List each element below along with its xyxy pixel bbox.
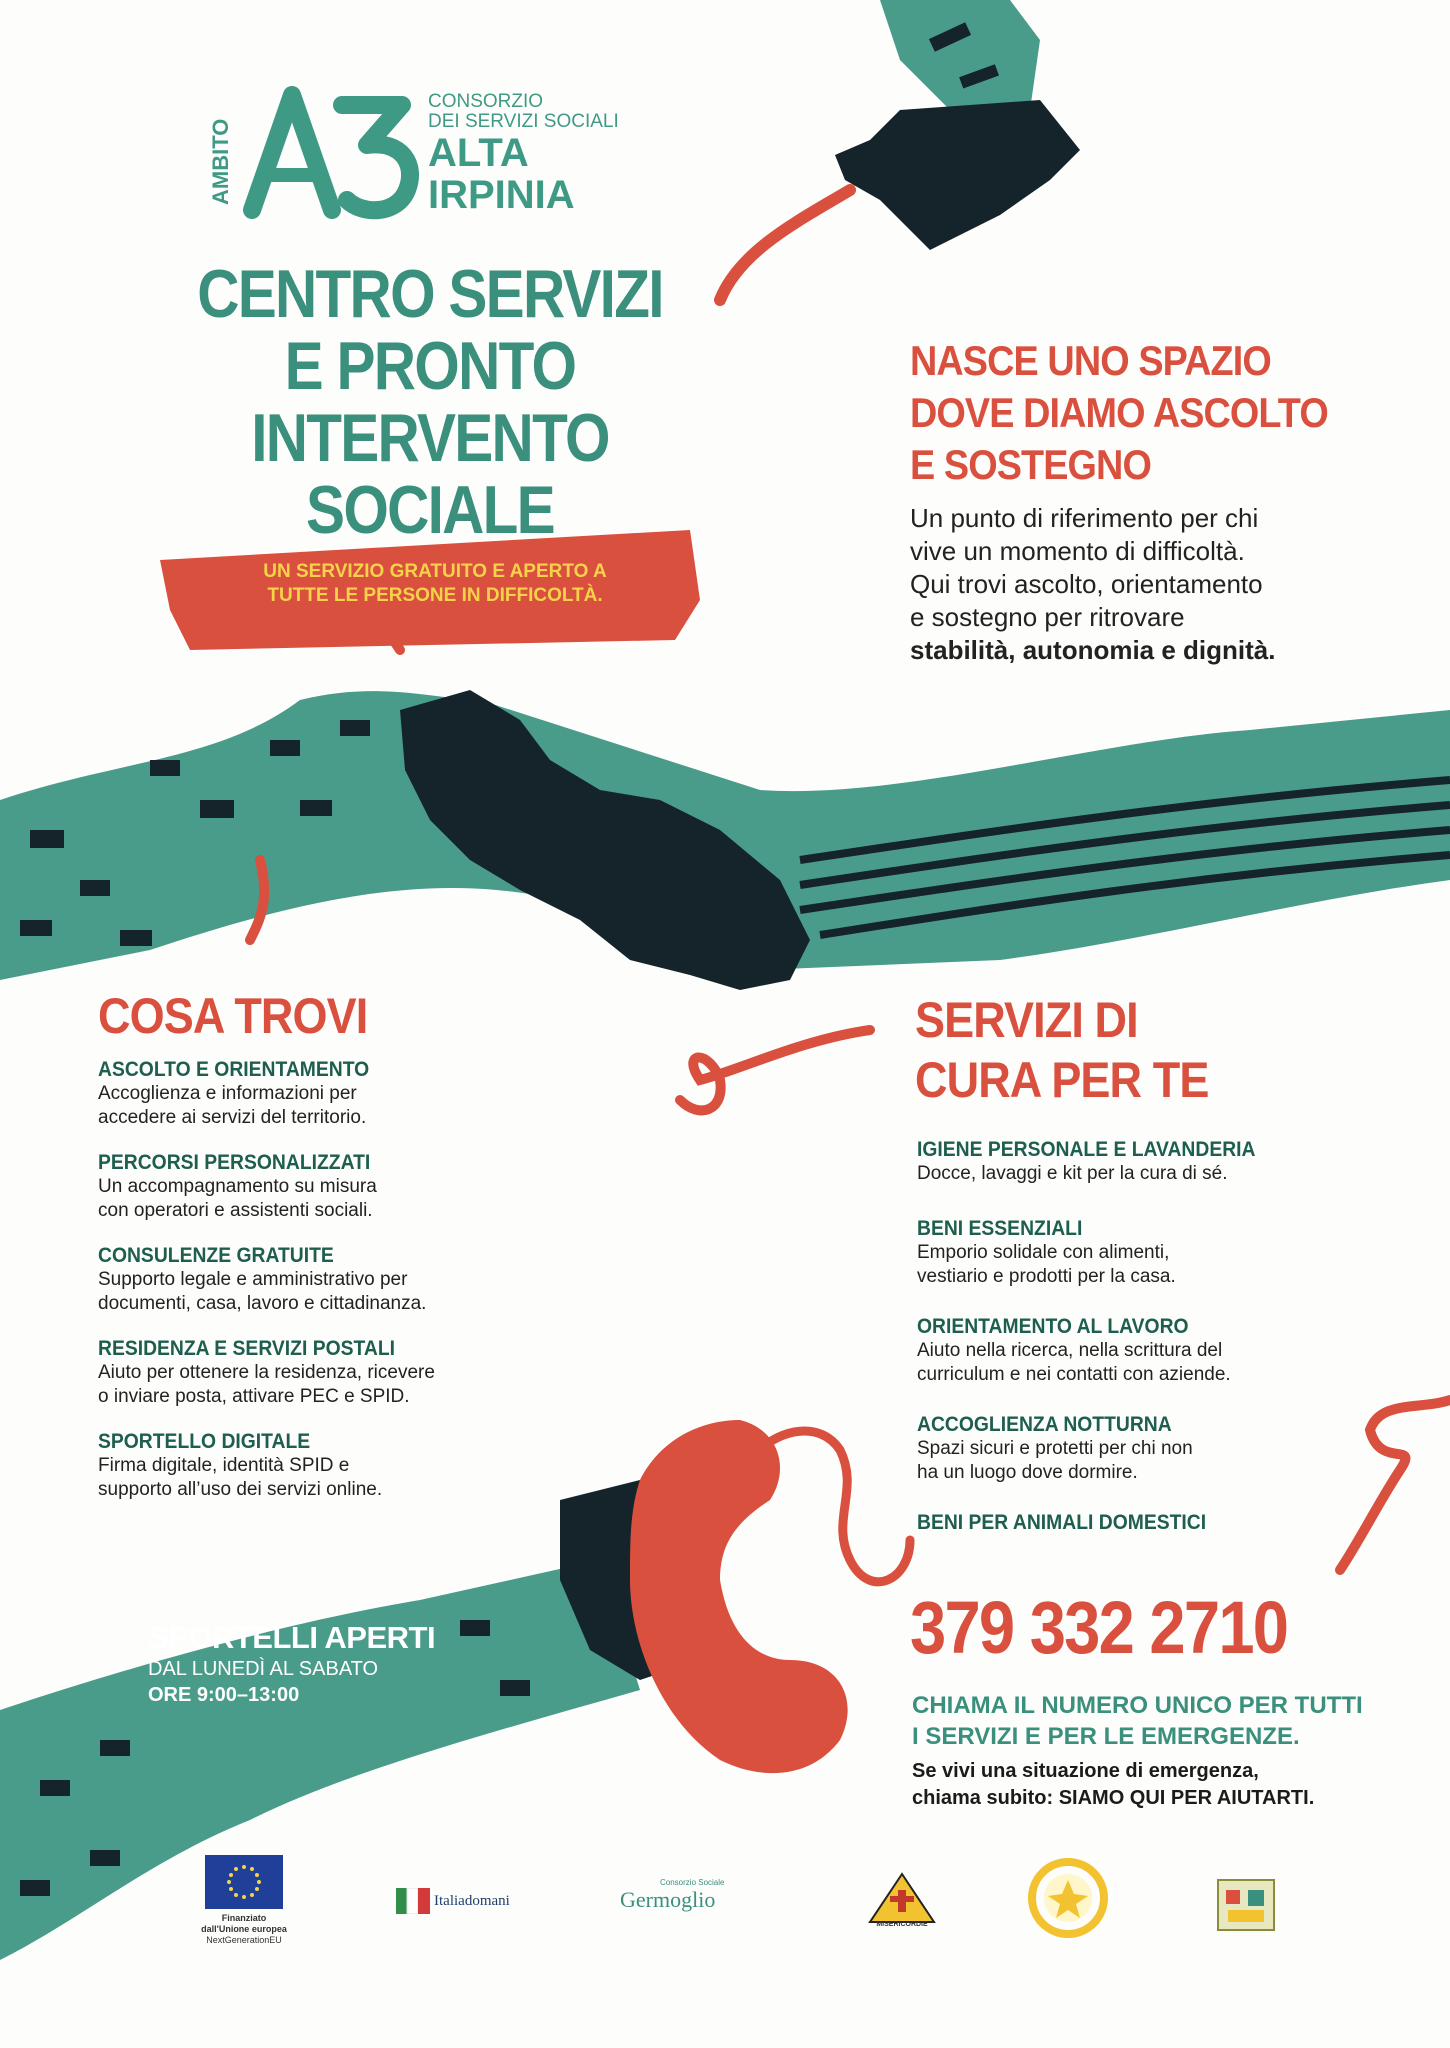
opening-title: SPORTELLI APERTI (148, 1620, 436, 1655)
item-desc: Spazi sicuri e protetti per chi non (917, 1438, 1193, 1459)
banner-line2: TUTTE LE PERSONE IN DIFFICOLTÀ. (267, 585, 603, 606)
list-item (917, 1138, 1397, 1186)
item-desc: Firma digitale, identità SPID e (98, 1455, 350, 1476)
eu-text3: NextGenerationEU (206, 1935, 282, 1945)
band-dash (100, 1740, 130, 1756)
intro-p3: Qui trovi ascolto, orientamento (910, 569, 1263, 599)
list-item (98, 1244, 548, 1316)
logo-a3-mark (232, 80, 422, 220)
band-dash (20, 1880, 50, 1896)
band-dash (150, 760, 180, 776)
list-item (98, 1058, 548, 1130)
intro-p4: e sostegno per ritrovare (910, 602, 1185, 632)
item-title: BENI ESSENZIALI (917, 1217, 1083, 1240)
misericordie-text: MISERICORDIE (876, 1921, 928, 1928)
title-line1: CENTRO SERVIZI (197, 256, 663, 332)
item-desc: Docce, lavaggi e kit per la cura di sé. (917, 1163, 1228, 1184)
cosa-trovi-list (98, 1058, 548, 1502)
eu-logo (196, 1855, 292, 1946)
free-service-banner (195, 560, 675, 608)
item-title: IGIENE PERSONALE E LAVANDERIA (917, 1138, 1256, 1161)
cosa-trovi-title: COSA TROVI (98, 988, 368, 1044)
intro-heading-line2: DOVE DIAMO ASCOLTO (910, 389, 1328, 436)
phone-receiver (630, 1420, 848, 1773)
italiadomani-logo (396, 1888, 536, 1914)
oratorio-badge-icon (1028, 1858, 1108, 1938)
band-dash (460, 1620, 490, 1636)
page-title (112, 258, 748, 546)
intro-p2: vive un momento di difficoltà. (910, 536, 1245, 566)
misericordie-logo (866, 1870, 938, 1930)
item-desc: accedere ai servizi del territorio. (98, 1107, 367, 1128)
misericordie-icon (866, 1870, 938, 1926)
intro-p1: Un punto di riferimento per chi (910, 503, 1259, 533)
title-line2: E PRONTO INTERVENTO (251, 328, 609, 476)
list-item (98, 1337, 548, 1409)
germoglio-logo (620, 1878, 760, 1913)
phone-cord (760, 1431, 910, 1582)
italia-flag-icon (396, 1888, 430, 1914)
logo-line2: DEI SERVIZI SOCIALI (428, 111, 619, 132)
casa-badge-icon (1214, 1872, 1278, 1936)
list-item (917, 1217, 1397, 1289)
band-dash (270, 740, 300, 756)
item-desc: o inviare posta, attivare PEC e SPID. (98, 1386, 410, 1407)
emergency-line1: Se vivi una situazione di emergenza, (912, 1760, 1259, 1782)
opening-hours-time: ORE 9:00–13:00 (148, 1684, 300, 1706)
opening-days: DAL LUNEDÌ AL SABATO (148, 1658, 379, 1680)
intro-heading (910, 335, 1328, 491)
servizi-cura-list (917, 1138, 1397, 1535)
item-desc: Aiuto per ottenere la residenza, ricevere (98, 1362, 435, 1383)
item-title: PERCORSI PERSONALIZZATI (98, 1151, 371, 1174)
intro-p5: stabilità, autonomia e dignità. (910, 635, 1276, 665)
item-desc: Un accompagnamento su misura (98, 1176, 377, 1197)
item-desc: Emporio solidale con alimenti, (917, 1242, 1170, 1263)
title-line3: SOCIALE (306, 472, 554, 548)
band-dash (120, 930, 152, 946)
intro-paragraph (910, 502, 1410, 667)
phone-number[interactable]: 379 332 2710 (910, 1586, 1288, 1669)
band-dash (40, 1780, 70, 1796)
item-desc: supporto all’uso dei servizi online. (98, 1479, 383, 1500)
opening-hours (148, 1620, 448, 1708)
call-line1: CHIAMA IL NUMERO UNICO PER TUTTI (912, 1692, 1363, 1719)
item-desc: Supporto legale e amministrativo per (98, 1269, 408, 1290)
call-line2: I SERVIZI E PER LE EMERGENZE. (912, 1723, 1300, 1750)
item-desc: Accoglienza e informazioni per (98, 1083, 357, 1104)
logo-line1: CONSORZIO (428, 91, 544, 112)
banner-line1: UN SERVIZIO GRATUITO E APERTO A (263, 561, 607, 582)
item-title: SPORTELLO DIGITALE (98, 1430, 311, 1453)
band-dash (300, 800, 332, 816)
top-hand (835, 100, 1080, 250)
item-title: RESIDENZA E SERVIZI POSTALI (98, 1337, 396, 1360)
band-dash (340, 720, 370, 736)
logo-line4: IRPINIA (428, 173, 575, 217)
item-title: ACCOGLIENZA NOTTURNA (917, 1413, 1172, 1436)
germoglio-text: Germoglio (620, 1887, 716, 1912)
emergency-line2: chiama subito: SIAMO QUI PER AIUTARTI. (912, 1787, 1315, 1809)
servizi-title-line2: CURA PER TE (915, 1052, 1209, 1108)
logo-text (428, 92, 619, 216)
band-dash (200, 800, 234, 818)
logo-line3: ALTA (428, 131, 529, 175)
item-desc: Aiuto nella ricerca, nella scrittura del (917, 1340, 1223, 1361)
item-title: BENI PER ANIMALI DOMESTICI (917, 1511, 1207, 1534)
list-item (917, 1315, 1397, 1387)
band-dash (20, 920, 52, 936)
italiadomani-text: Italiadomani (434, 1892, 510, 1909)
servizi-title-line1: SERVIZI DI (915, 992, 1138, 1048)
band-dash (80, 880, 110, 896)
item-desc: curriculum e nei contatti con aziende. (917, 1364, 1231, 1385)
band-dash (30, 830, 64, 848)
eu-text2: dall'Unione europea (201, 1924, 287, 1934)
item-title: ASCOLTO E ORIENTAMENTO (98, 1058, 370, 1081)
item-title: ORIENTAMENTO AL LAVORO (917, 1315, 1189, 1338)
item-desc: con operatori e assistenti sociali. (98, 1200, 373, 1221)
intro-heading-line1: NASCE UNO SPAZIO (910, 337, 1271, 384)
list-item (917, 1511, 1397, 1535)
list-item (917, 1413, 1397, 1485)
servizi-cura-title (915, 990, 1208, 1110)
eu-flag-icon (205, 1855, 283, 1909)
list-item (98, 1151, 548, 1223)
intro-heading-line3: E SOSTEGNO (910, 441, 1151, 488)
germoglio-small-text: Consorzio Sociale (660, 1878, 725, 1887)
list-item (98, 1430, 548, 1502)
logo-ambito: AMBITO (208, 118, 233, 205)
logo-mark-container (232, 80, 422, 220)
red-loop-mid (680, 1030, 870, 1110)
band-dash (500, 1680, 530, 1696)
eu-text1: Finanziato (221, 1913, 267, 1923)
item-desc: documenti, casa, lavoro e cittadinanza. (98, 1293, 427, 1314)
band-dash (90, 1850, 120, 1866)
item-desc: vestiario e prodotti per la casa. (917, 1266, 1176, 1287)
item-desc: ha un luogo dove dormire. (917, 1462, 1138, 1483)
oratorio-logo (1028, 1858, 1108, 1938)
call-to-action (912, 1690, 1412, 1812)
item-title: CONSULENZE GRATUITE (98, 1244, 334, 1267)
casa-logo (1214, 1872, 1278, 1936)
